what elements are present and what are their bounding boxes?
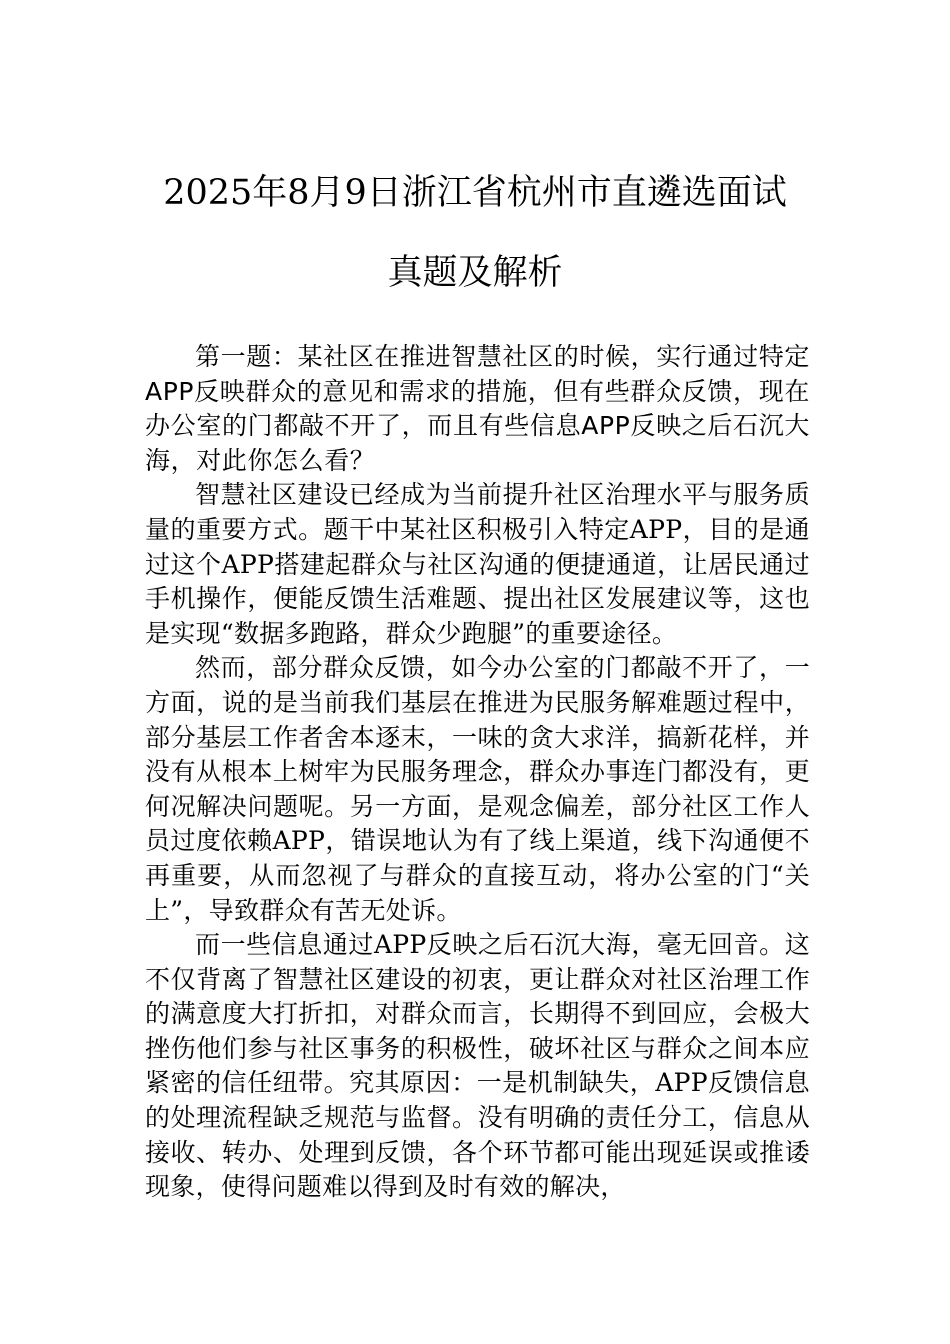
title-line-2: 真题及解析 — [387, 253, 563, 293]
body-paragraph-2: 然而，部分群众反馈，如今办公室的门都敲不开了，一方面，说的是当前我们基层在推进为民服务解难题过程中，部分基层工作者舍本逐末，一味的贪大求洋，搞新花样，并没有从根本上树牢为民服务理念，群众办事连门都没有，更何况解决问题呢。另一方面，是观念偏差，部分社区工作人员过度依赖APP，错误地认为有了线上渠道，线下沟通便不再重要，从而忽视了与群众的直接互动，将办公室的门“关上”，导致群众有苦无处诉。 — [145, 653, 810, 925]
document-title — [100, 172, 850, 294]
title-line-1: 2025年8月9日浙江省杭州市直遴选面试 — [163, 173, 787, 213]
document-body — [145, 340, 810, 1205]
body-paragraph-1: 智慧社区建设已经成为当前提升社区治理水平与服务质量的重要方式。题干中某社区积极引入特定APP，目的是通过这个APP搭建起群众与社区沟通的便捷通道，让居民通过手机操作，便能反馈生活难题、提出社区发展建议等，这也是实现“数据多跑路，群众少跑腿”的重要途径。 — [145, 480, 810, 648]
body-paragraph-3: 而一些信息通过APP反映之后石沉大海，毫无回音。这不仅背离了智慧社区建设的初衷，更让群众对社区治理工作的满意度大打折扣，对群众而言，长期得不到回应，会极大挫伤他们参与社区事务的积极性，破坏社区与群众之间本应紧密的信任纽带。究其原因：一是机制缺失，APP反馈信息的处理流程缺乏规范与监督。没有明确的责任分工，信息从接收、转办、处理到反馈，各个环节都可能出现延误或推诿现象，使得问题难以得到及时有效的解决， — [145, 930, 810, 1202]
question-paragraph: 第一题：某社区在推进智慧社区的时候，实行通过特定APP反映群众的意见和需求的措施，但有些群众反馈，现在办公室的门都敲不开了，而且有些信息APP反映之后石沉大海，对此你怎么看？ — [145, 342, 810, 475]
